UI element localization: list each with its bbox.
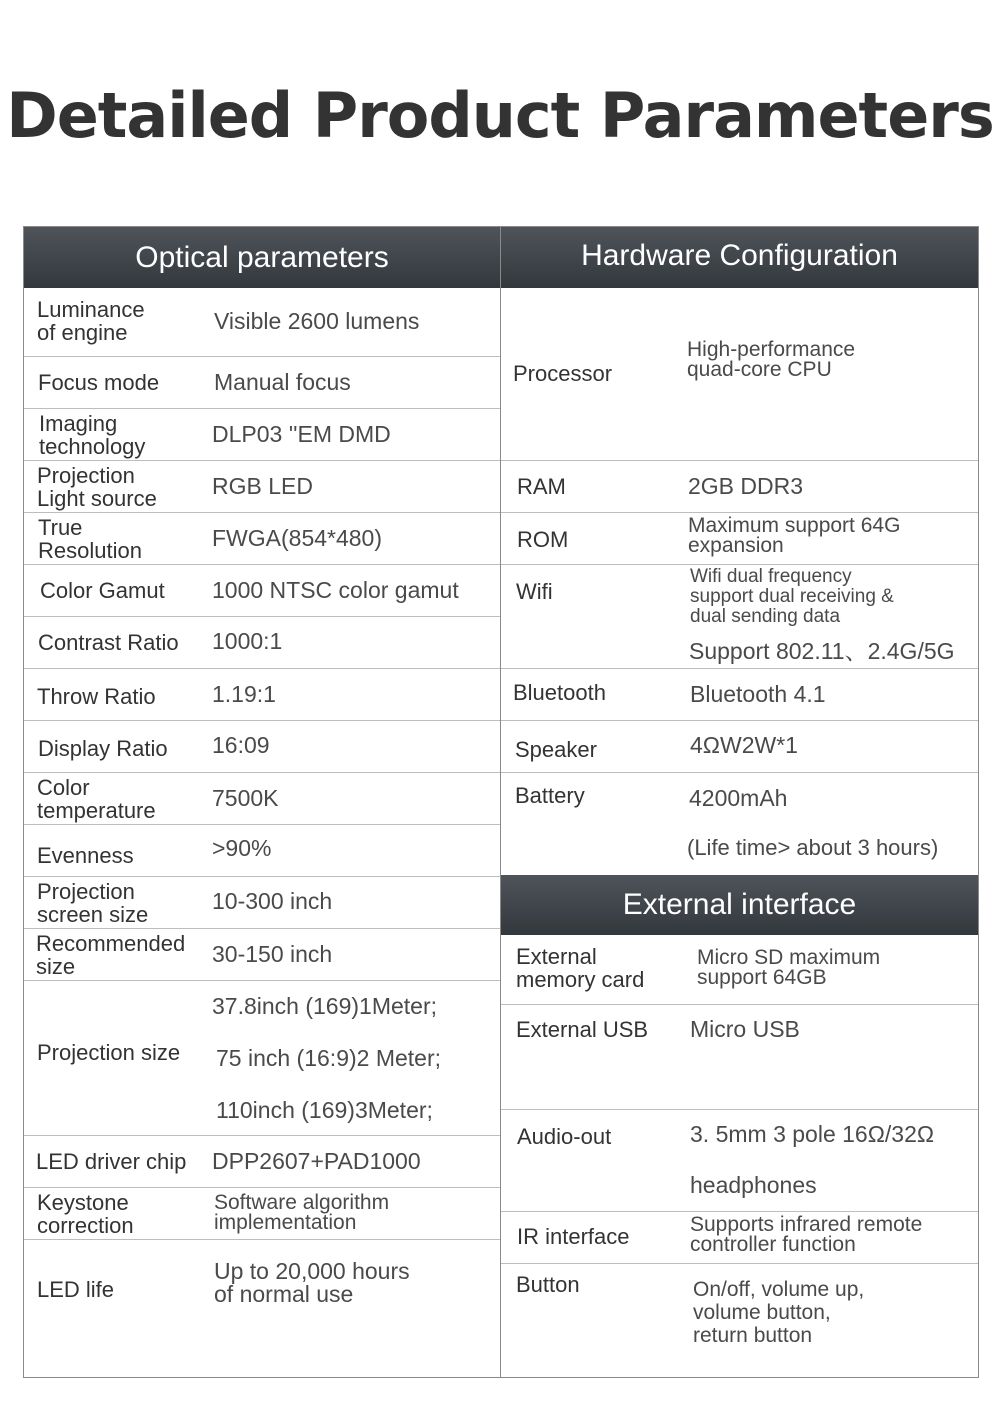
row-label: Focus mode — [38, 370, 160, 395]
row-label: Battery — [515, 783, 585, 808]
row-value-line: 110inch (169)3Meter; — [216, 1097, 433, 1123]
table-row — [24, 1188, 500, 1240]
table-row — [24, 773, 500, 825]
row-value: 30-150 inch — [212, 941, 333, 967]
row-value: 1000 NTSC color gamut — [212, 577, 459, 603]
row-value-line: Support 802.11、2.4G/5G — [689, 638, 955, 664]
row-value: >90% — [212, 835, 272, 861]
row-label: Projection screen size — [37, 879, 149, 927]
row-label: IR interface — [517, 1224, 630, 1249]
row-label: Recommended size — [36, 931, 186, 979]
table-row — [501, 513, 978, 565]
row-label: Imaging technology — [39, 411, 146, 459]
row-value: DPP2607+PAD1000 — [212, 1148, 421, 1174]
row-label: Luminance of engine — [37, 297, 145, 345]
row-value: RGB LED — [212, 473, 313, 499]
table-row — [501, 773, 978, 875]
table-row — [24, 825, 500, 877]
table-row — [24, 1136, 500, 1188]
row-value: Visible 2600 lumens — [214, 308, 420, 334]
optical-parameters-header: Optical parameters — [24, 227, 500, 288]
row-label: Speaker — [515, 737, 597, 762]
row-label: Evenness — [37, 843, 134, 868]
table-row — [24, 461, 500, 513]
row-label: Processor — [513, 361, 613, 386]
row-label: LED life — [37, 1277, 115, 1302]
row-label: Bluetooth — [513, 680, 606, 705]
row-label: Audio-out — [517, 1124, 612, 1149]
hardware-configuration-header: Hardware Configuration — [501, 227, 978, 288]
row-label: Display Ratio — [38, 736, 168, 761]
row-value: Software algorithm implementation — [214, 1191, 390, 1234]
row-label: Wifi — [516, 579, 553, 604]
optical-parameters-table — [23, 226, 501, 1378]
row-value: 1.19:1 — [212, 681, 276, 707]
row-label: True Resolution — [38, 515, 142, 563]
table-row — [24, 617, 500, 669]
row-label: External USB — [516, 1017, 649, 1042]
table-row — [24, 288, 500, 357]
row-label: Button — [516, 1272, 580, 1297]
row-value: 10-300 inch — [212, 888, 333, 914]
row-value: Wifi dual frequency support dual receiving & dual sending data — [690, 566, 894, 627]
table-row — [501, 721, 978, 773]
row-label: Keystone correction — [37, 1190, 134, 1238]
table-row — [501, 461, 978, 513]
table-row — [501, 1264, 978, 1378]
row-label: Color temperature — [37, 775, 156, 823]
row-value: Bluetooth 4.1 — [690, 681, 826, 707]
table-row — [24, 721, 500, 773]
row-value: Micro SD maximum support 64GB — [697, 946, 881, 989]
table-row — [24, 877, 500, 929]
row-value-line: 37.8inch (169)1Meter; — [212, 993, 438, 1019]
table-row — [24, 1240, 500, 1378]
table-row — [24, 513, 500, 565]
row-value-line: (Life time> about 3 hours) — [687, 835, 939, 860]
table-row — [24, 981, 500, 1136]
row-label: Contrast Ratio — [38, 630, 179, 655]
row-value: Micro USB — [690, 1016, 800, 1042]
row-value: Supports infrared remote controller function — [690, 1213, 923, 1256]
table-row — [501, 288, 978, 461]
table-row — [24, 669, 500, 721]
table-row — [501, 1110, 978, 1212]
row-value: FWGA(854*480) — [212, 525, 383, 551]
table-row — [501, 565, 978, 669]
table-row — [501, 935, 978, 1005]
table-row — [501, 669, 978, 721]
row-value: 1000:1 — [212, 628, 283, 654]
hardware-configuration-table — [500, 226, 979, 1378]
row-value: 3. 5mm 3 pole 16Ω/32Ω — [690, 1121, 935, 1147]
table-row — [24, 565, 500, 617]
row-value: Up to 20,000 hours of normal use — [214, 1258, 410, 1307]
row-value: 2GB DDR3 — [688, 473, 804, 499]
table-row — [24, 357, 500, 409]
page-title: Detailed Product Parameters — [6, 79, 994, 152]
row-value: 16:09 — [212, 732, 270, 758]
table-row — [24, 409, 500, 461]
table-row — [501, 1005, 978, 1110]
row-value: DLP03 ''EM DMD — [212, 421, 391, 447]
row-label: Throw Ratio — [37, 684, 156, 709]
row-label: LED driver chip — [36, 1149, 187, 1174]
row-label: Projection Light source — [37, 463, 157, 511]
row-value-line: headphones — [690, 1172, 817, 1198]
row-value-line: 75 inch (16:9)2 Meter; — [216, 1045, 442, 1071]
row-value: Manual focus — [214, 369, 351, 395]
row-label: External memory card — [516, 944, 645, 992]
row-value: 4200mAh — [689, 785, 788, 811]
row-value: On/off, volume up, volume button, return button — [693, 1278, 865, 1347]
table-row — [24, 929, 500, 981]
row-value: 7500K — [212, 785, 279, 811]
row-label: RAM — [517, 474, 566, 499]
row-label: ROM — [517, 527, 569, 552]
row-label: Projection size — [37, 1040, 181, 1065]
row-value: 4ΩW2W*1 — [690, 732, 798, 758]
row-value: High-performance quad-core CPU — [687, 338, 856, 381]
external-interface-header: External interface — [501, 875, 978, 935]
row-value: Maximum support 64G expansion — [688, 514, 901, 557]
row-label: Color Gamut — [40, 578, 165, 603]
table-row — [501, 1212, 978, 1264]
